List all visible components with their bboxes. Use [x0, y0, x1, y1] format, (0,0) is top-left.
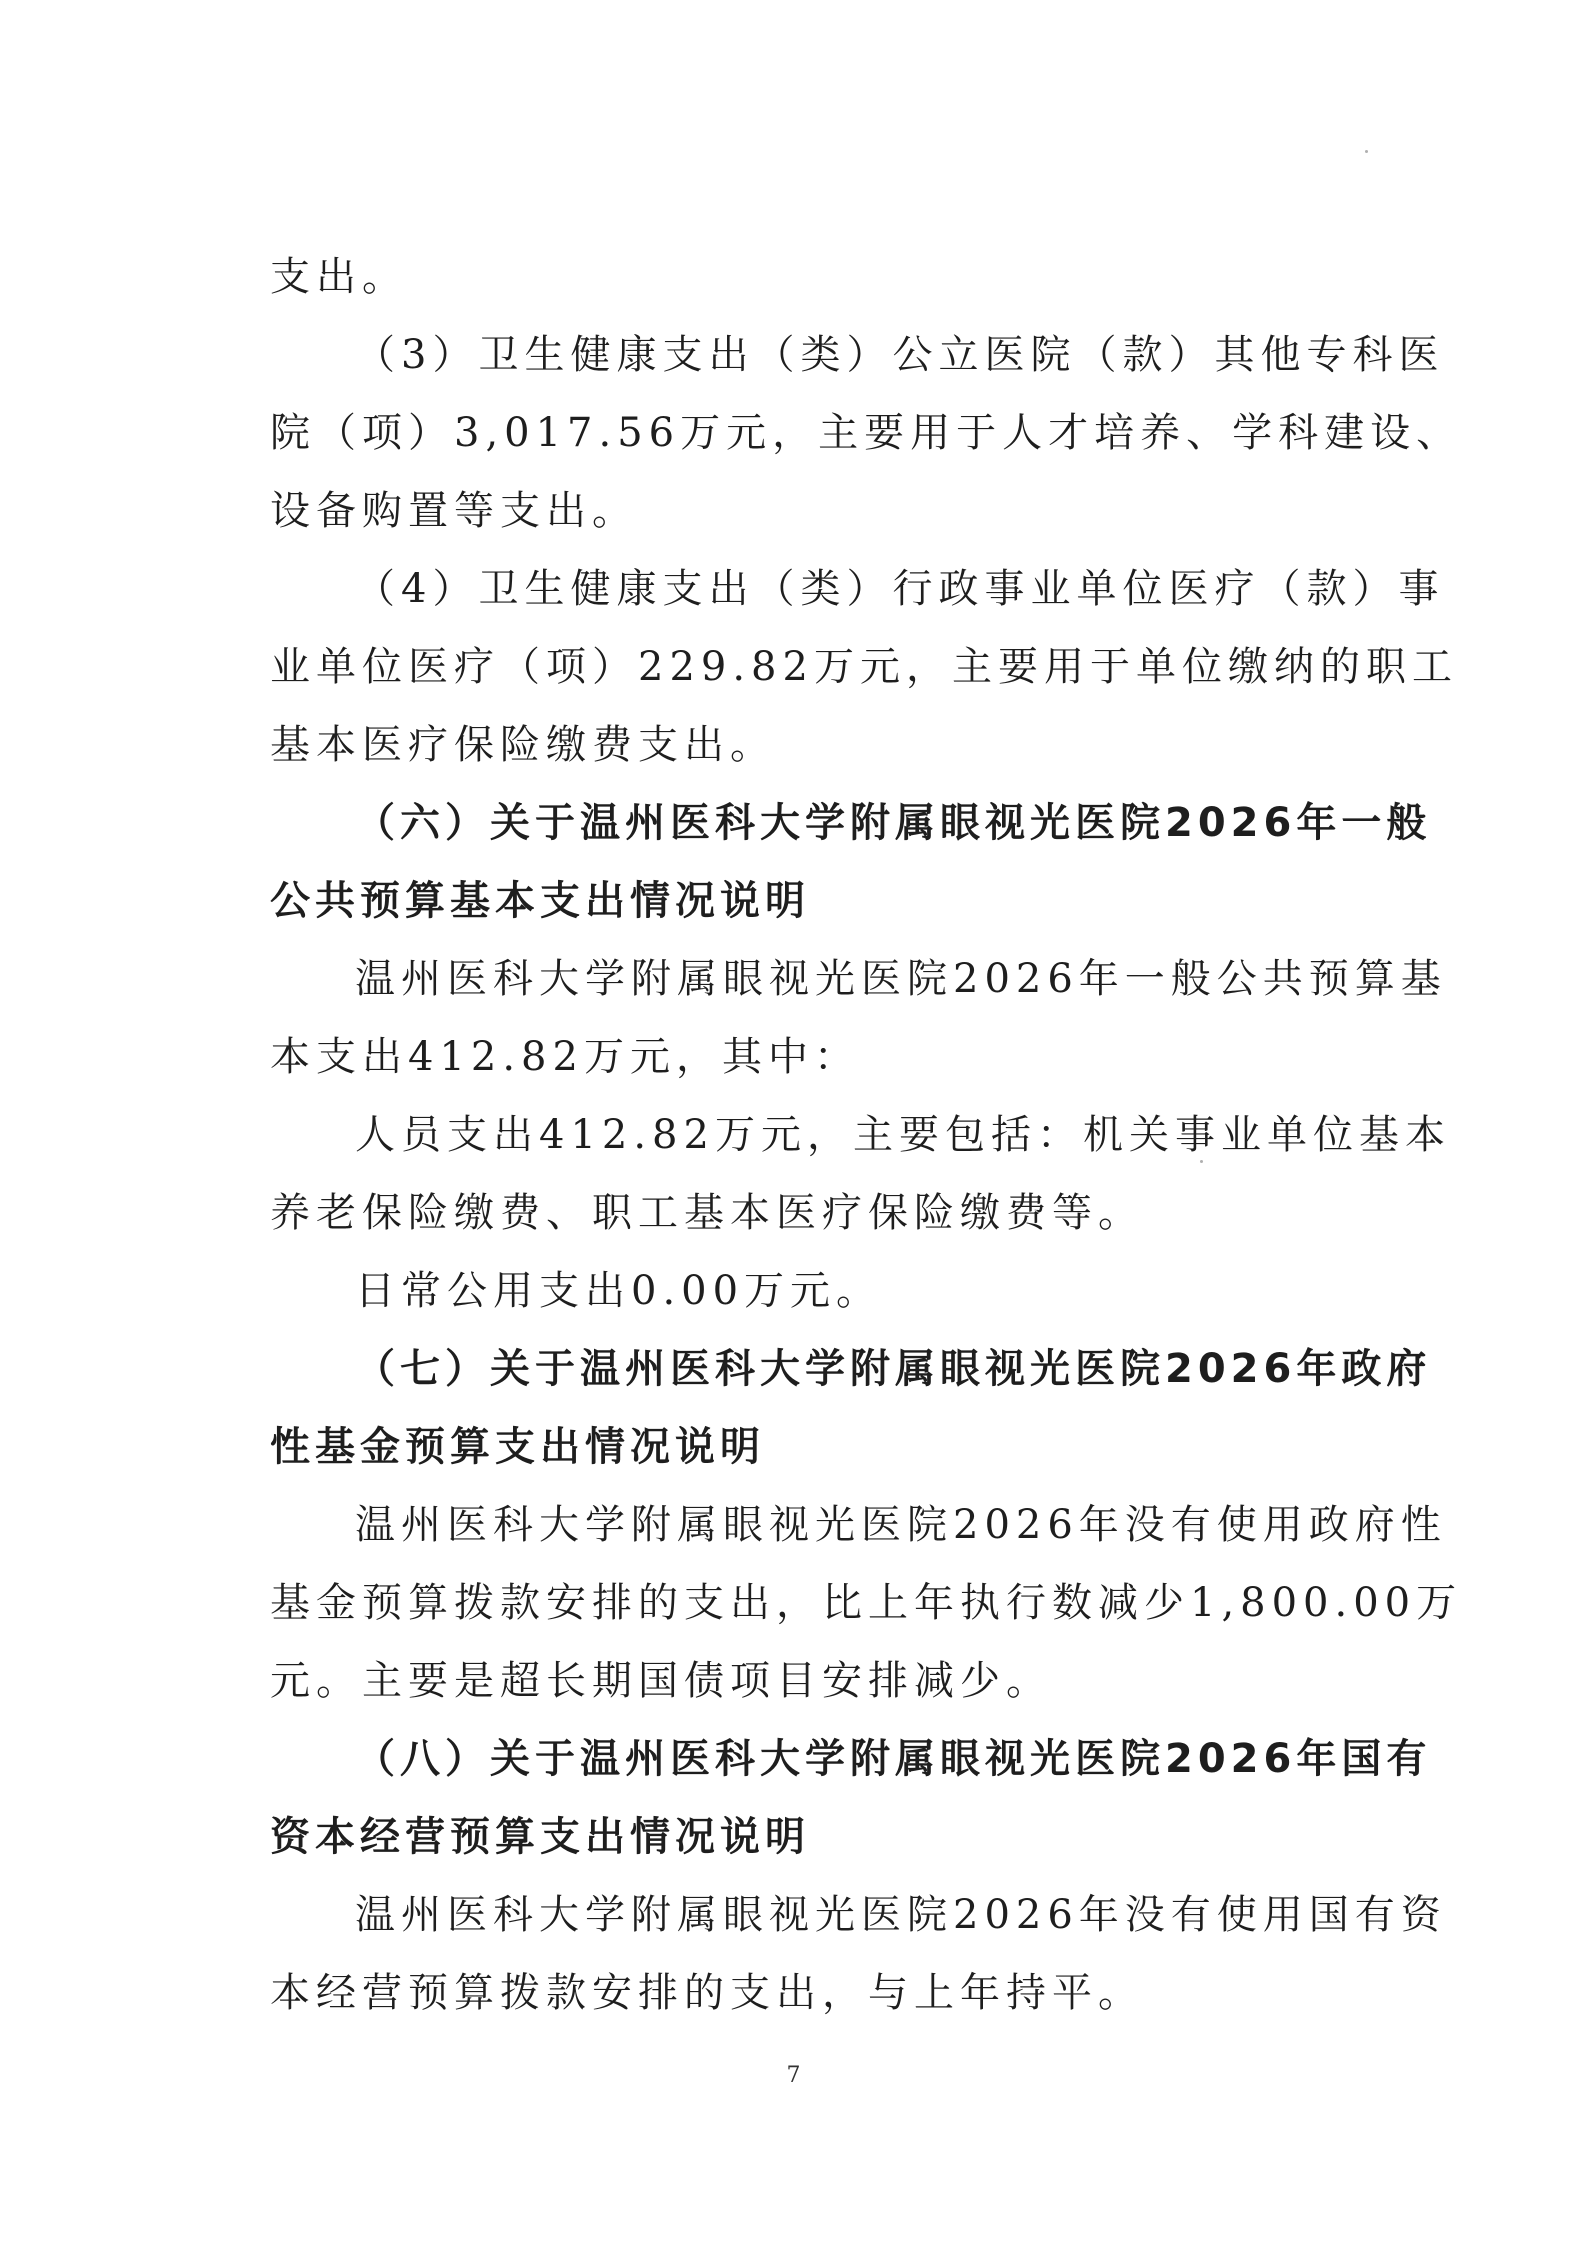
section-heading: 资本经营预算支出情况说明: [270, 1814, 810, 1860]
section-heading: 公共预算基本支出情况说明: [270, 878, 810, 924]
text-line: 院（项）3,017.56万元，主要用于人才培养、学科建设、: [270, 410, 1463, 456]
text-line: 基金预算拨款安排的支出，比上年执行数减少1,800.00万: [270, 1580, 1463, 1626]
text-line: 支出。: [270, 254, 408, 300]
page-number: 7: [786, 2063, 801, 2088]
scan-speck: [1200, 1160, 1203, 1163]
text-line: （4）卫生健康支出（类）行政事业单位医疗（款）事: [355, 566, 1445, 612]
text-line: 养老保险缴费、职工基本医疗保险缴费等。: [270, 1190, 1144, 1236]
section-heading: 性基金预算支出情况说明: [270, 1424, 765, 1470]
text-line: （3）卫生健康支出（类）公立医院（款）其他专科医: [355, 332, 1445, 378]
text-line: 人员支出412.82万元，主要包括：机关事业单位基本: [355, 1112, 1451, 1158]
text-line: 温州医科大学附属眼视光医院2026年没有使用国有资: [355, 1892, 1447, 1938]
text-line: 本经营预算拨款安排的支出，与上年持平。: [270, 1970, 1144, 2016]
text-line: 温州医科大学附属眼视光医院2026年一般公共预算基: [355, 956, 1447, 1002]
section-heading: （六）关于温州医科大学附属眼视光医院2026年一般: [355, 800, 1432, 846]
text-line: 本支出412.82万元，其中：: [270, 1034, 860, 1080]
section-heading: （八）关于温州医科大学附属眼视光医院2026年国有: [355, 1736, 1432, 1782]
text-line: 温州医科大学附属眼视光医院2026年没有使用政府性: [355, 1502, 1447, 1548]
text-line: 设备购置等支出。: [270, 488, 638, 534]
section-heading: （七）关于温州医科大学附属眼视光医院2026年政府: [355, 1346, 1432, 1392]
text-line: 日常公用支出0.00万元。: [355, 1268, 883, 1314]
text-line: 元。主要是超长期国债项目安排减少。: [270, 1658, 1052, 1704]
scan-speck: [1365, 150, 1368, 153]
text-line: 业单位医疗（项）229.82万元，主要用于单位缴纳的职工: [270, 644, 1458, 690]
text-line: 基本医疗保险缴费支出。: [270, 722, 776, 768]
